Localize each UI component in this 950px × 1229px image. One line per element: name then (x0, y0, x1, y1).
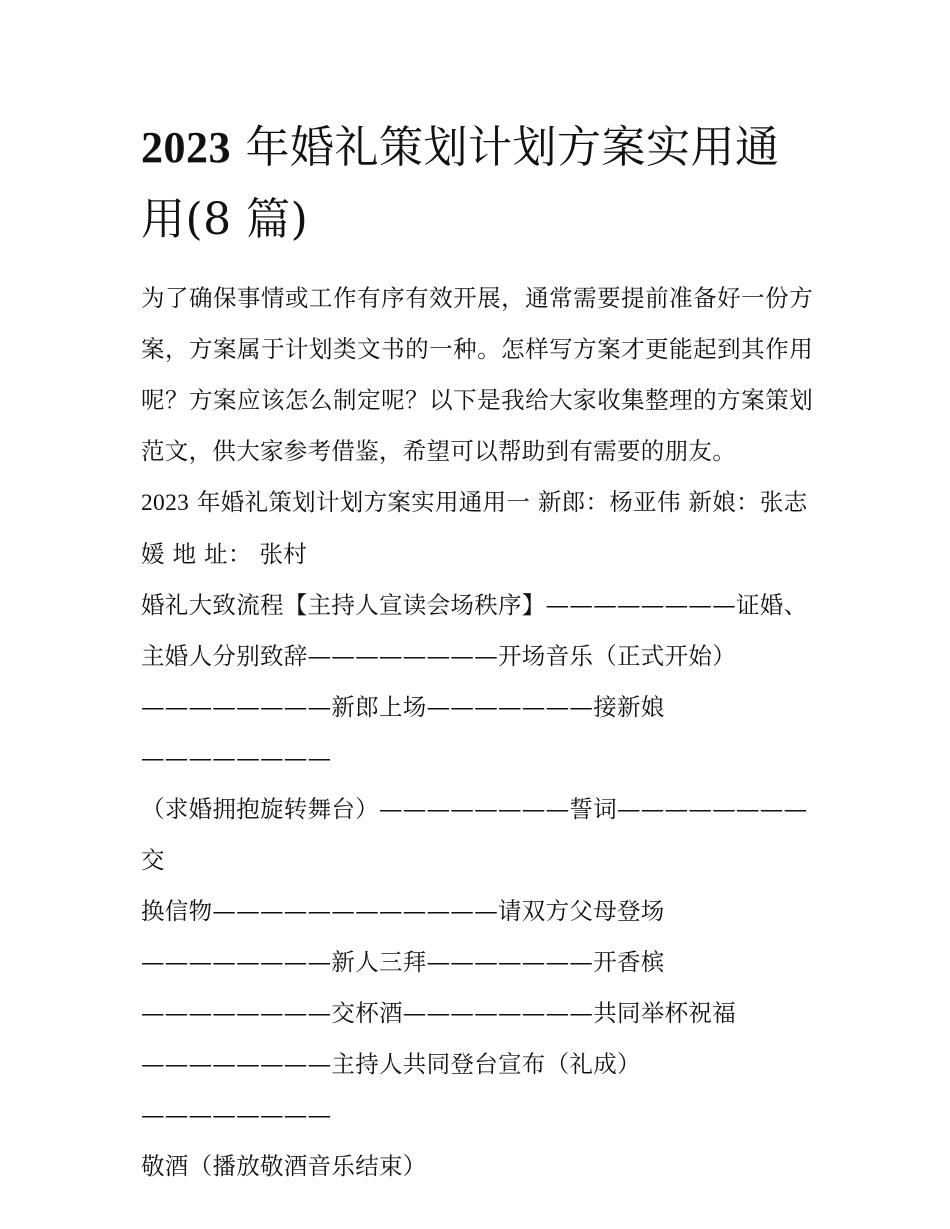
flow-line: 换信物————————————请双方父母登场 (141, 897, 665, 925)
flow-line: ————————新郎上场———————接新娘———————— (141, 693, 665, 772)
flow-line: ————————新人三拜———————开香槟 (141, 948, 665, 976)
intro-paragraph: 为了确保事情或工作有序有效开展，通常需要提前准备好一份方案，方案属于计划类文书的一种。怎样写方案才更能起到其作用呢？方案应该怎么制定呢？以下是我给大家收集整理的方案策划范文，供大家参考借鉴，希望可以帮助到有需要的朋友。 (141, 284, 813, 465)
title-year: 2023 (141, 123, 231, 172)
flow-line: ————————主持人共同登台宣布（礼成）———————— (141, 1050, 641, 1129)
flow-line: ————————交杯酒————————共同举杯祝福 (141, 999, 736, 1027)
flow-line: （求婚拥抱旋转舞台）————————誓词————————交 (141, 795, 808, 874)
flow-line: 婚礼大致流程【主持人宣读会场秩序】————————证婚、 (141, 591, 808, 619)
wedding-flow (141, 580, 813, 1192)
flow-line: 敬酒（播放敬酒音乐结束） (141, 1152, 427, 1180)
section-heading-text: 年婚礼策划计划方案实用通用一 新郎：杨亚伟 新娘：张志媛 地 址： 张村 (141, 488, 808, 568)
flow-line: 主婚人分别致辞————————开场音乐（正式开始） (141, 642, 736, 670)
section-year: 2023 (141, 490, 190, 516)
document-title (141, 112, 813, 256)
section-heading (141, 477, 813, 580)
title-text: 年婚礼策划计划方案实用通用(8 篇) (141, 122, 780, 245)
document-page (141, 112, 813, 1192)
